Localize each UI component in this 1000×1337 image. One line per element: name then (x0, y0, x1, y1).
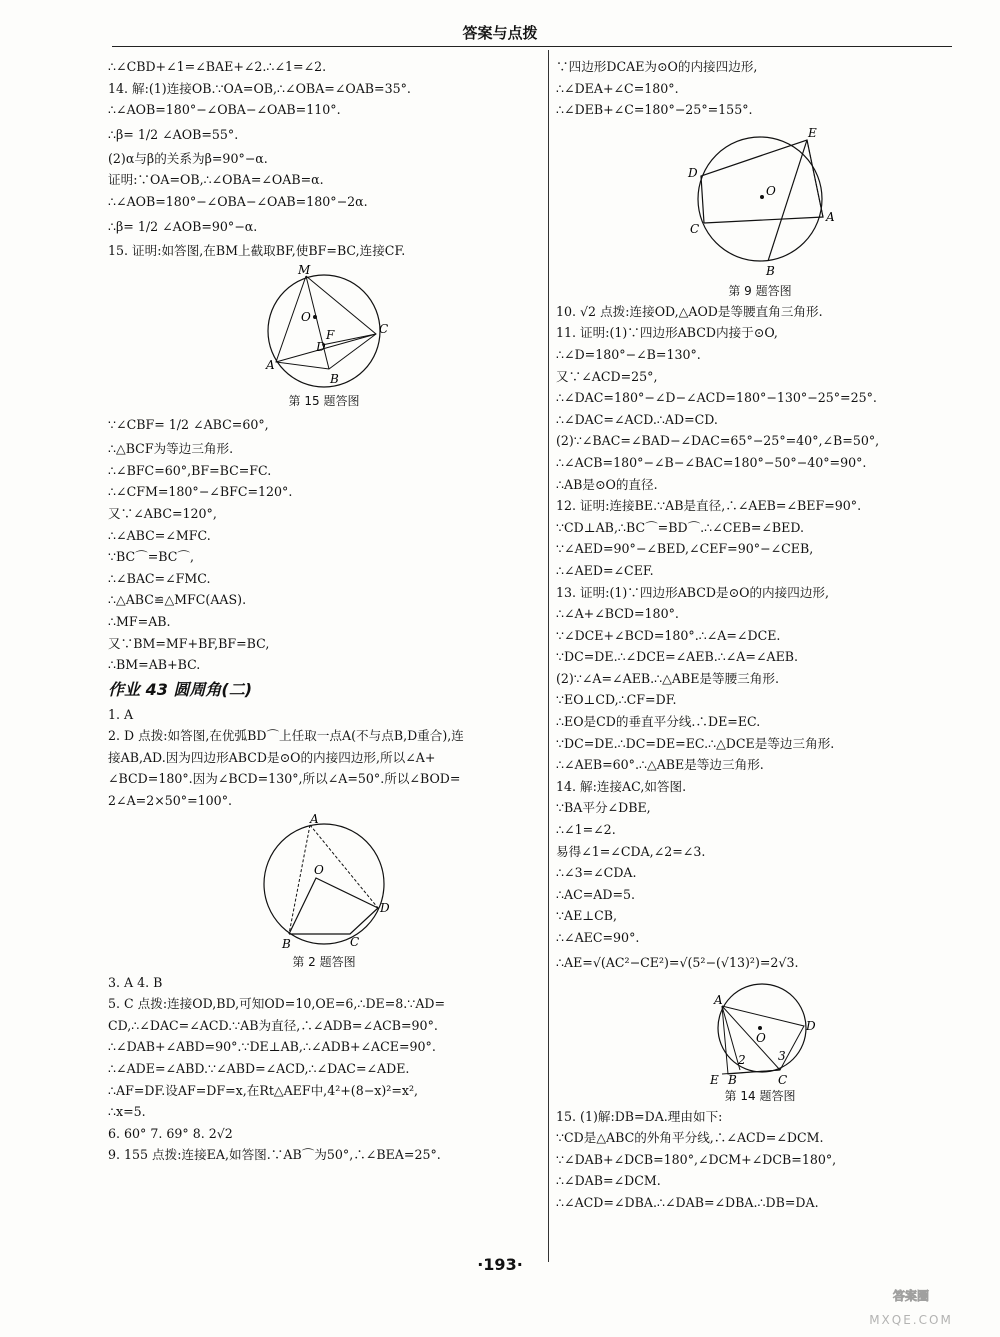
text-line: 14. 解:连接AC,如答图. (556, 778, 687, 794)
text-line: 又∵∠ACD=25°, (556, 368, 658, 384)
fig14-label-a: A (714, 992, 723, 1007)
fig9-label-c: C (690, 221, 700, 236)
left-block-2 (108, 121, 540, 148)
watermark-logo (836, 1262, 986, 1330)
text-line: ∴∠A+∠BCD=180°. (556, 606, 679, 622)
right-block-4 (556, 1106, 964, 1214)
text-line: ∴∠AED=∠CEF. (556, 562, 654, 578)
text-line: (2)α与β的关系为β=90°−α. (108, 150, 268, 166)
text-line: ∴∠1=∠2. (556, 822, 616, 838)
fig9-label-a: A (826, 209, 835, 224)
left-block-8 (108, 704, 540, 812)
left-block-7 (108, 438, 540, 676)
text-line: ∴∠BFC=60°,BF=BC=FC. (108, 462, 272, 478)
text-line: ∵CD⊥AB,∴BC⌒=BD⌒.∴∠CEB=∠BED. (556, 519, 805, 535)
left-block-9 (108, 972, 540, 1166)
text-line: ∴∠DEB+∠C=180°−25°=155°. (556, 102, 753, 118)
figure-9-diagram (680, 121, 840, 281)
page-header-title: 答案与点拨 (462, 24, 538, 42)
text-line: ∴β= 1/2 ∠AOB=55°. (108, 126, 239, 142)
fig9-label-d: D (688, 165, 698, 180)
right-column (556, 56, 964, 1214)
text-line: 2. D 点拨:如答图,在优弧BD⌒上任取一点A(不与点B,D重合),连 (108, 728, 464, 744)
fig14-label-c: C (778, 1072, 788, 1086)
watermark-line-1: 答案圈 (892, 1289, 930, 1303)
text-line: 易得∠1=∠CDA,∠2=∠3. (556, 843, 706, 859)
text-line: ∴∠ACB=180°−∠B−∠BAC=180°−50°−40°=90°. (556, 454, 867, 470)
fig15-label-m: M (298, 263, 311, 278)
text-line: ∵BA平分∠DBE, (556, 800, 651, 816)
fig14-label-o: O (756, 1030, 766, 1045)
fig9-label-b: B (766, 263, 775, 278)
fig14-label-2: 2 (738, 1052, 746, 1067)
watermark-line-2: MXQE.COM (869, 1313, 953, 1327)
right-block-3 (556, 949, 964, 976)
text-line: ∴BM=AB+BC. (108, 657, 201, 673)
fig14-label-e: E (710, 1072, 719, 1086)
text-line: (2)∵∠BAC=∠BAD−∠DAC=65°−25°=40°,∠B=50°, (556, 433, 880, 449)
text-line: ∵DC=DE.∴∠DCE=∠AEB.∴∠A=∠AEB. (556, 649, 799, 665)
text-line: ∴AE=√(AC²−CE²)=√(5²−(√13)²)=2√3. (556, 954, 799, 970)
text-line: 2∠A=2×50°=100°. (108, 793, 232, 809)
text-line: ∵∠DAB+∠DCB=180°,∠DCM+∠DCB=180°, (556, 1151, 837, 1167)
text-line: ∴AB是⊙O的直径. (556, 476, 658, 492)
text-line: ∴△BCF为等边三角形. (108, 441, 234, 457)
fig15-label-f: F (326, 328, 335, 343)
text-line: 又∵BM=MF+BF,BF=BC, (108, 635, 270, 651)
text-line: ∴∠DEA+∠C=180°. (556, 80, 679, 96)
right-block-1 (556, 56, 964, 121)
fig2-label-a: A (310, 811, 319, 826)
text-line: 10. √2 点拨:连接OD,△AOD是等腰直角三角形. (556, 303, 823, 319)
figure-2 (108, 812, 540, 972)
text-line: 13. 证明:(1)∵四边形ABCD是⊙O的内接四边形, (556, 584, 830, 600)
text-line: ∴∠DAC=180°−∠D−∠ACD=180°−130°−25°=25°. (556, 390, 877, 406)
text-line: ∵四边形DCAE为⊙O的内接四边形, (556, 59, 758, 74)
text-line: 3. A 4. B (108, 974, 163, 990)
text-line: ∴∠AEC=90°. (556, 930, 640, 945)
fig14-label-d: D (806, 1018, 816, 1033)
left-block-5 (108, 240, 540, 262)
text-line: 6. 60° 7. 69° 8. 2√2 (108, 1125, 233, 1141)
text-line: 15. 证明:如答图,在BM上截取BF,使BF=BC,连接CF. (108, 242, 406, 258)
figure-14-diagram (700, 976, 820, 1086)
text-line: ∴∠BAC=∠FMC. (108, 570, 211, 586)
left-block-6 (108, 411, 540, 438)
figure-15 (108, 261, 540, 411)
left-block-1 (108, 56, 540, 121)
text-line: 14. 解:(1)连接OB.∵OA=OB,∴∠OBA=∠OAB=35°. (108, 80, 411, 96)
text-line: ∴∠DAB+∠ABD=90°.∵DE⊥AB,∴∠ADB+∠ACE=90°. (108, 1039, 436, 1055)
right-block-2 (556, 301, 964, 949)
text-line: ∵CD是△ABC的外角平分线,∴∠ACD=∠DCM. (556, 1130, 824, 1146)
text-line: ∴∠DAB=∠DCM. (556, 1173, 661, 1189)
figure-14-caption: 第 14 题答图 (724, 1088, 796, 1103)
fig2-label-b: B (282, 936, 291, 951)
text-line: ∵∠AED=90°−∠BED,∠CEF=90°−∠CEB, (556, 541, 814, 557)
text-line: 证明:∵OA=OB,∴∠OBA=∠OAB=α. (108, 172, 324, 188)
left-block-4 (108, 213, 540, 240)
text-line: (2)∵∠A=∠AEB.∴△ABE是等腰三角形. (556, 670, 779, 686)
text-line: ∵DC=DE.∴DC=DE=EC.∴△DCE是等边三角形. (556, 735, 835, 751)
text-line: ∴x=5. (108, 1104, 146, 1120)
fig2-label-o: O (314, 862, 324, 877)
figure-2-caption: 第 2 题答图 (292, 954, 356, 969)
text-line: 5. C 点拨:连接OD,BD,可知OD=10,OE=6,∴DE=8.∵AD= (108, 996, 446, 1012)
text-line: 9. 155 点拨:连接EA,如答图.∵AB⌒为50°,∴∠BEA=25°. (108, 1147, 441, 1163)
text-line: ∴AF=DF.设AF=DF=x,在Rt△AEF中,4²+(8−x)²=x², (108, 1082, 419, 1098)
figure-15-caption: 第 15 题答图 (288, 394, 360, 409)
text-line: ∴∠AEB=60°.∴△ABE是等边三角形. (556, 757, 764, 773)
fig15-label-d: D (316, 340, 326, 355)
text-line: ∴∠DAC=∠ACD.∴AD=CD. (556, 411, 718, 427)
text-line: ∵AE⊥CB, (556, 908, 618, 924)
text-line: ∴∠ADE=∠ABD.∵∠ABD=∠ACD,∴∠DAC=∠ADE. (108, 1061, 410, 1077)
text-line: ∴β= 1/2 ∠AOB=90°−α. (108, 218, 258, 234)
fig9-label-e: E (808, 125, 817, 140)
left-column (108, 56, 540, 1166)
fig9-label-o: O (766, 183, 776, 198)
header-rule (112, 46, 952, 47)
text-line: ∵∠CBF= 1/2 ∠ABC=60°, (108, 417, 269, 433)
text-line: ∴∠ABC=∠MFC. (108, 527, 211, 543)
fig2-label-d: D (380, 900, 390, 915)
text-line: ∴EO是CD的垂直平分线.∴DE=EC. (556, 714, 761, 730)
figure-9 (556, 121, 964, 301)
text-line: ∴∠D=180°−∠B=130°. (556, 346, 701, 362)
text-line: ∴∠CBD+∠1=∠BAE+∠2.∴∠1=∠2. (108, 59, 327, 74)
text-line: ∴MF=AB. (108, 613, 171, 629)
text-line: 又∵∠ABC=120°, (108, 505, 217, 521)
fig14-label-b: B (728, 1072, 737, 1086)
text-line: ∴∠ACD=∠DBA.∴∠DAB=∠DBA.∴DB=DA. (556, 1194, 819, 1210)
text-line: ∵BC⌒=BC⌒, (108, 549, 195, 565)
text-line: 接AB,AD.因为四边形ABCD是⊙O的内接四边形,所以∠A+ (108, 749, 436, 765)
text-line: ∴∠CFM=180°−∠BFC=120°. (108, 484, 293, 500)
text-line: ∠BCD=180°.因为∠BCD=130°,所以∠A=50°.所以∠BOD= (108, 771, 461, 787)
fig15-label-c: C (379, 322, 389, 337)
fig15-label-o: O (301, 310, 311, 325)
section-title: 作业 43 圆周角(二) (108, 679, 253, 699)
text-line: ∴AC=AD=5. (556, 886, 636, 902)
fig2-label-c: C (350, 934, 360, 949)
fig15-label-a: A (266, 358, 275, 373)
figure-9-caption: 第 9 题答图 (728, 283, 792, 298)
figure-15-diagram (254, 261, 394, 391)
figure-2-diagram (254, 812, 394, 952)
text-line: 15. (1)解:DB=DA.理由如下: (556, 1108, 723, 1124)
text-line: ∵EO⊥CD,∴CF=DF. (556, 692, 677, 708)
page-number: ·193· (477, 1255, 523, 1274)
text-line: ∴∠3=∠CDA. (556, 865, 637, 881)
column-divider (548, 50, 549, 1262)
text-line: ∵∠DCE+∠BCD=180°.∴∠A=∠DCE. (556, 627, 781, 643)
figure-14 (556, 976, 964, 1106)
fig14-label-3: 3 (778, 1048, 786, 1063)
left-block-3 (108, 148, 540, 213)
fig15-label-b: B (330, 372, 339, 387)
text-line: ∴△ABC≌△MFC(AAS). (108, 592, 247, 608)
text-line: ∴∠AOB=180°−∠OBA−∠OAB=180°−2α. (108, 193, 368, 209)
text-line: 12. 证明:连接BE.∵AB是直径,∴∠AEB=∠BEF=90°. (556, 498, 862, 514)
text-line: ∴∠AOB=180°−∠OBA−∠OAB=110°. (108, 102, 341, 118)
text-line: 1. A (108, 706, 134, 722)
text-line: CD,∴∠DAC=∠ACD.∵AB为直径,∴∠ADB=∠ACB=90°. (108, 1017, 438, 1033)
text-line: 11. 证明:(1)∵四边形ABCD内接于⊙O, (556, 325, 778, 341)
